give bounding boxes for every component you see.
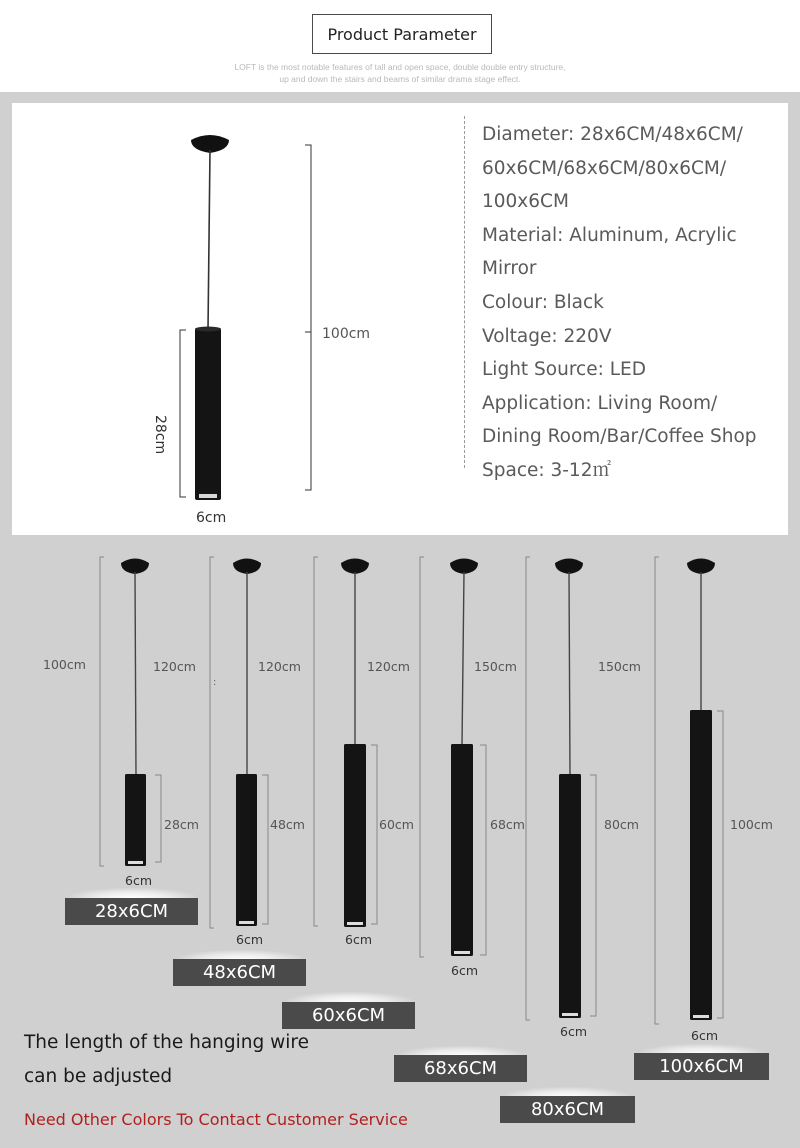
spec-line: 60x6CM/68x6CM/80x6CM/ — [482, 157, 727, 179]
spec-line: Application: Living Room/ — [482, 392, 718, 414]
main-width-label: 6cm — [196, 510, 227, 526]
variant-lamp-100x6 — [655, 557, 723, 1024]
plate-glow — [70, 888, 195, 898]
spec-line: Mirror — [482, 258, 537, 280]
wire-note-line-2: can be adjusted — [24, 1066, 173, 1087]
variant-4-wire-label: 150cm — [474, 659, 517, 674]
variant-1-width-label: 6cm — [125, 873, 153, 888]
variant-6-tube-label: 100cm — [730, 817, 773, 832]
variant-4-tube-label: 68cm — [490, 817, 525, 832]
spec-line: Diameter: 28x6CM/48x6CM/ — [482, 124, 743, 145]
svg-text::: : — [213, 677, 217, 688]
variant-3-wire-label: 120cm — [367, 659, 410, 674]
variant-lamp-60x6 — [314, 557, 377, 927]
variant-lamp-48x6 — [210, 557, 268, 928]
contact-note: Need Other Colors To Contact Customer Service — [24, 1110, 408, 1129]
variant-1-tube-label: 28cm — [164, 817, 199, 832]
header-subtitle-line-2: up and down the stairs and beams of similar drama stage effect. — [279, 74, 521, 84]
spec-line: Space: 3-12㎡ — [482, 459, 611, 481]
variant-3-width-label: 6cm — [345, 932, 373, 947]
plate-glow — [287, 992, 412, 1002]
spec-line: Dining Room/Bar/Coffee Shop — [482, 426, 757, 448]
size-plate-28x6: 28x6CM — [65, 898, 198, 925]
wire-note-line-1: The length of the hanging wire — [24, 1032, 309, 1053]
size-plate-68x6: 68x6CM — [394, 1055, 527, 1082]
header-subtitle-line-1: LOFT is the most notable features of tall and open space, double double entry structure, — [234, 62, 566, 72]
variant-lamp-68x6 — [420, 557, 486, 957]
variant-1-total-label: 100cm — [43, 657, 86, 672]
variant-5-tube-label: 80cm — [604, 817, 639, 832]
variant-2-width-label: 6cm — [236, 932, 264, 947]
size-plate-48x6: 48x6CM — [173, 959, 306, 986]
variant-lamp-28x6 — [100, 557, 161, 866]
variant-1-wire-label: 120cm — [153, 659, 196, 674]
variant-2-tube-label: 48cm — [270, 817, 305, 832]
main-height-label: 100cm — [322, 326, 371, 342]
variant-4-width-label: 6cm — [451, 963, 479, 978]
spec-line: Material: Aluminum, Acrylic — [482, 224, 737, 246]
main-tube-label: 28cm — [152, 415, 168, 455]
size-plate-100x6: 100x6CM — [634, 1053, 769, 1080]
spec-line: 100x6CM — [482, 191, 569, 213]
spec-line: Light Source: LED — [482, 359, 646, 381]
size-plate-80x6: 80x6CM — [500, 1096, 635, 1123]
spec-line: Colour: Black — [482, 291, 604, 313]
variant-5-width-label: 6cm — [560, 1024, 588, 1039]
variant-6-width-label: 6cm — [691, 1028, 719, 1043]
variant-lamp-80x6 — [526, 557, 596, 1020]
variant-5-wire-label: 150cm — [598, 659, 641, 674]
size-plate-60x6: 60x6CM — [282, 1002, 415, 1029]
variant-2-wire-label: 120cm — [258, 659, 301, 674]
spec-line: Voltage: 220V — [482, 325, 612, 347]
variant-3-tube-label: 60cm — [379, 817, 414, 832]
page-title: Product Parameter — [312, 14, 492, 54]
